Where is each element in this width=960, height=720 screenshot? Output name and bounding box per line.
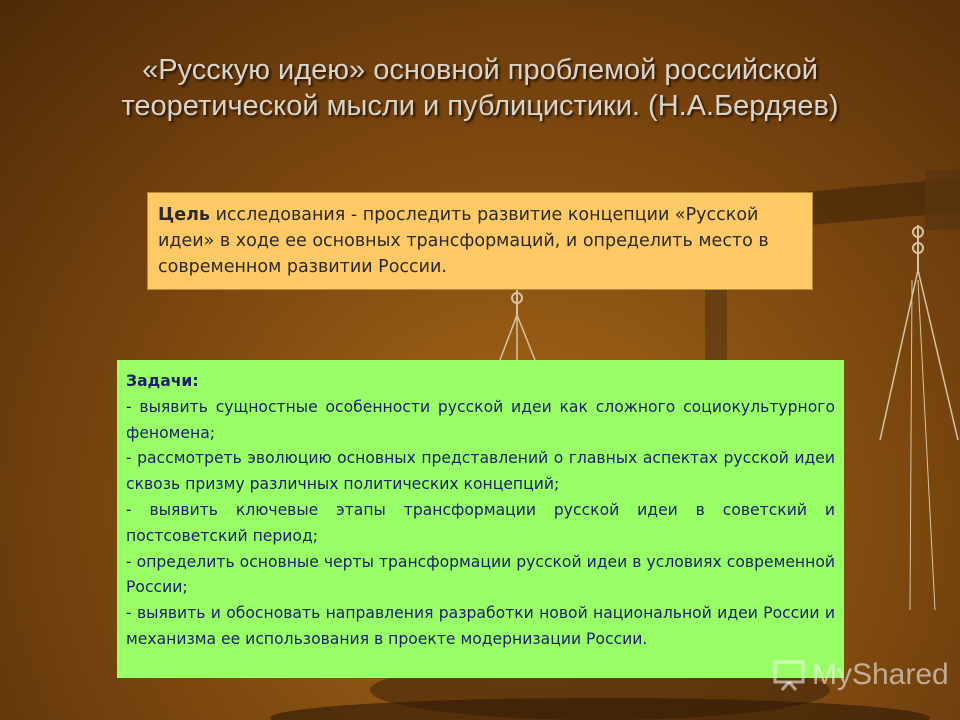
watermark	[772, 652, 949, 698]
tasks-heading: Задачи:	[126, 372, 199, 390]
watermark-text: MyShared	[812, 658, 949, 691]
task-item: - определить основные черты трансформации русской идеи в условиях современной России;	[126, 552, 835, 597]
tasks-box	[117, 360, 844, 678]
task-item: - выявить ключевые этапы трансформации русской идеи в советский и постсоветский период;	[126, 500, 835, 545]
presentation-icon	[772, 658, 806, 692]
task-item: - выявить сущностные особенности русской идеи как сложного социокультурного феномена;	[126, 397, 835, 442]
task-item: - выявить и обосновать направления разработки новой национальной идеи России и механизма ее использования в проекте модернизации России.	[126, 604, 835, 648]
title-line-2: теоретической мысли и публицистики. (Н.А.Бердяев)	[121, 90, 839, 122]
task-item: - рассмотреть эволюцию основных представлений о главных аспектах русской идеи сквозь призму различных политических концепций;	[126, 449, 835, 494]
title-line-1: «Русскую идею» основной проблемой российской	[142, 54, 818, 86]
slide-title	[40, 52, 920, 124]
goal-text: исследования - проследить развитие концепции «Русской идеи» в ходе ее основных трансформаций, и определить место в современном развитии России.	[158, 205, 769, 277]
goal-box	[147, 192, 813, 290]
goal-label: Цель	[158, 205, 210, 225]
